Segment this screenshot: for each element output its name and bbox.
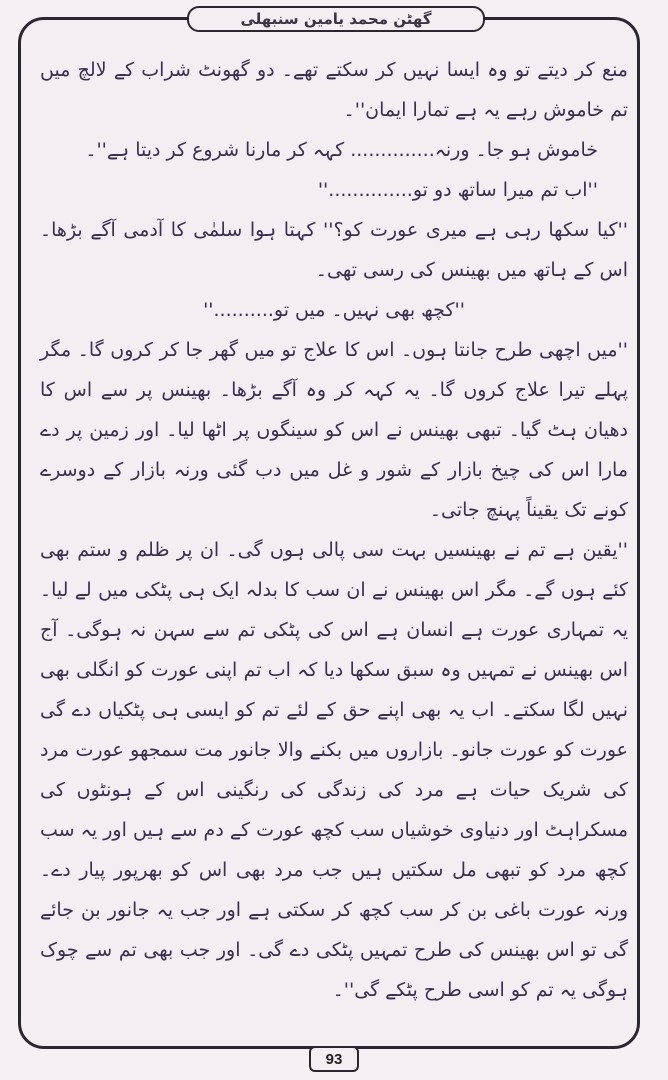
paragraph: ''میں اچھی طرح جانتا ہوں۔ اس کا علاج تو میں گھر جا کر کروں گا۔ مگر پہلے تیرا علاج کروں گا۔ یہ کہہ کر وہ آگے بڑھا۔ بھینس پر سے اس کا دھیان ہٹ گیا۔ تبھی بھینس نے اس کو سینگوں پر اٹھا لیا۔ اور زمین پر دے مارا اس کی چیخ بازار کے شور و غل میں دب گئی ورنہ بازار کے دوسرے کونے تک یقیناً پہنچ جاتی۔ <box>40 339 628 521</box>
paragraph: ''کچھ بھی نہیں۔ میں تو..........'' <box>203 299 465 321</box>
page-header <box>187 6 485 32</box>
paragraph: منع کر دیتے تو وہ ایسا نہیں کر سکتے تھے۔ دو گھونٹ شراب کے لالچ میں تم خاموش رہے یہ ہے تمارا ایمان''۔ <box>40 59 628 121</box>
paragraph: ''کیا سکھا رہی ہے میری عورت کو؟'' کہتا ہوا سلمٰی کا آدمی آگے بڑھا۔ اس کے ہاتھ میں بھینس کی رسی تھی۔ <box>40 219 628 281</box>
page-number <box>309 1046 359 1072</box>
page-number-text: 93 <box>325 1050 343 1068</box>
paragraph: خاموش ہو جا۔ ورنہ.............. کہہ کر مارنا شروع کر دیتا ہے''۔ <box>85 139 598 161</box>
paragraph: ''اب تم میرا ساتھ دو تو..............'' <box>317 179 598 201</box>
paragraph: ''یقین ہے تم نے بھینسیں بہت سی پالی ہوں گی۔ ان پر ظلم و ستم بھی کئے ہوں گے۔ مگر اس بھینس نے ان سب کا بدلہ ایک ہی پٹکی میں لے لیا۔ یہ تمہاری عورت ہے انسان ہے اس کی پٹکی تم سے سہن نہ ہوگی۔ آج اس بھینس نے تمہیں وہ سبق سکھا دیا کہ اب تم اپنی عورت کو انگلی بھی نہیں لگا سکتے۔ اب یہ بھی اپنے حق کے لئے تم کو ایسی ہی پٹکیاں دے گی عورت کو عورت جانو۔ بازاروں میں بکنے والا جانور مت سمجھو عورت مرد کی شریک حیات ہے مرد کی زندگی کی رنگینی اس کے ہونٹوں کی مسکراہٹ اور دنیاوی خوشیاں سب کچھ عورت کے دم سے ہیں اور یہ سب کچھ مرد کو تبھی مل سکتیں ہیں جب مرد بھی اس کو بھرپور پیار دے۔ ورنہ عورت باغی بن کر سب کچھ کر سکتی ہے اور جب یہ جانور بن جائے گی تو اس بھینس کی طرح تمہیں پٹکی دے گی۔ اور جب بھی تم سے چوک ہوگی یہ تم کو اسی طرح پٹکے گی''۔ <box>40 539 628 1001</box>
header-title: گھٹن محمد یامین سنبھلی <box>240 10 432 28</box>
body-text <box>40 50 628 1010</box>
